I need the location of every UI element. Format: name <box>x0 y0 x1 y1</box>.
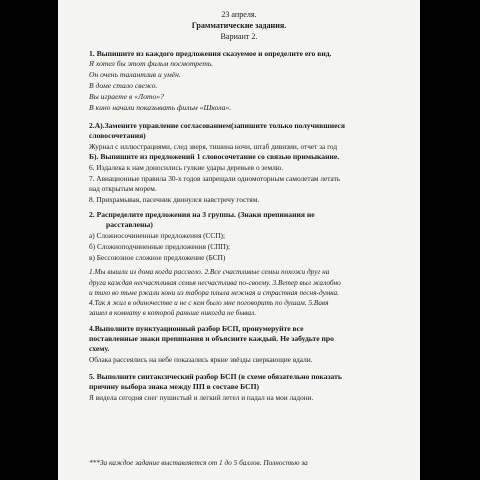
task2b-sentence: 6. Издалека к нам доносились гулкие удары деревьев о землю. <box>89 163 284 172</box>
task3-option: б) Сложноподчиненные предложения (СПП); <box>89 242 231 251</box>
task5-sentence: Я видела сегодня снег пушистый и легкий летел и падал на мои ладони. <box>89 393 314 402</box>
task1-line: Я хотел бы этот фильм посмотреть. <box>89 59 214 68</box>
task3-text-line: зашел в комнату в которой раньше никогда не бывал. <box>89 308 257 317</box>
footnote: ***За каждое задание выставляется от 1 до 5 баллов. Полностью за <box>89 458 308 467</box>
task4-sentence: Облака рассеялись на небе показались яркие звёзды сверкающие вдали. <box>89 355 313 364</box>
date-line: 23 апреля. <box>221 10 257 19</box>
task2b-sentence: 8. Прихрамывая, пасечник двинулся навстречу гостям. <box>89 195 260 204</box>
task4-heading-cont: схему. <box>89 344 110 353</box>
task3-heading: 2. Распределите предложения на 3 группы. (Знаки препинания не <box>89 210 315 219</box>
task1-heading: 1. Выпишите из каждого предложения сказуемое и определите его вид. <box>89 49 332 58</box>
task2a-heading: 2.А).Замените управление согласованием(запишите только получившиеся <box>89 121 346 130</box>
task3-heading-cont: расставлены) <box>106 220 153 229</box>
document-page <box>58 0 420 480</box>
task3-option: в) Бессоюзное сложное предложение (БСП) <box>89 253 226 262</box>
task5-heading: 5. Выполните синтаксический разбор БСП (в схеме обязательно показать <box>89 372 342 381</box>
page-title: Грамматические задания. <box>191 21 287 30</box>
task1-line: В кино начали показывать фильм «Школа». <box>89 103 232 112</box>
task1-line: Он очень талантлив и умён. <box>89 70 181 79</box>
task2b-sentence: 7. Авиационные правила 30-х годов запрещали одномоторным самолетам летать <box>89 174 341 183</box>
task2a-heading-cont: словосочетания) <box>89 131 146 140</box>
task3-text-line: 1.Мы вышли из дома когда рассвело. 2.Все счастливые семьи похожи друг на <box>89 267 330 276</box>
task3-option: а) Сложносочиненные предложения (ССП); <box>89 231 226 240</box>
task1-line: В доме стало свежо. <box>89 81 158 90</box>
task4-heading: 4.Выполните пунктуационный разбор БСП, пронумеруйте все <box>89 324 304 333</box>
task3-text-line: друга каждая несчастливая семья несчастлива по-своему. 3.Ветер выл жалобно <box>89 278 341 287</box>
task2a-words: Журнал с иллюстрациями, след зверя, тишина ночи, штаб дивизии, отчет за год <box>89 142 338 151</box>
task1-line: Вы играете в «Лото»? <box>89 92 164 101</box>
task4-heading-cont: поставленные знаки препинания и объясните каждый. Не забудьте про <box>89 334 334 343</box>
task3-text-line: и тихо во тьме ржали кони из табора плыла нежная и страстная песня-думка. <box>89 288 339 297</box>
task5-heading-cont: причину выбора знака между ПП в составе БСП) <box>89 382 260 391</box>
task2b-heading: Б). Выпишите из предложений 1 словосочетание со связью примыкание. <box>89 152 340 161</box>
variant-line: Вариант 2. <box>220 32 258 41</box>
task3-text-line: 4.Так я жил в одиночестве и не с кем было мне поговорить по душам. 5.Вавя <box>89 298 329 307</box>
task2b-sentence-cont: над открытым морем. <box>89 184 157 193</box>
